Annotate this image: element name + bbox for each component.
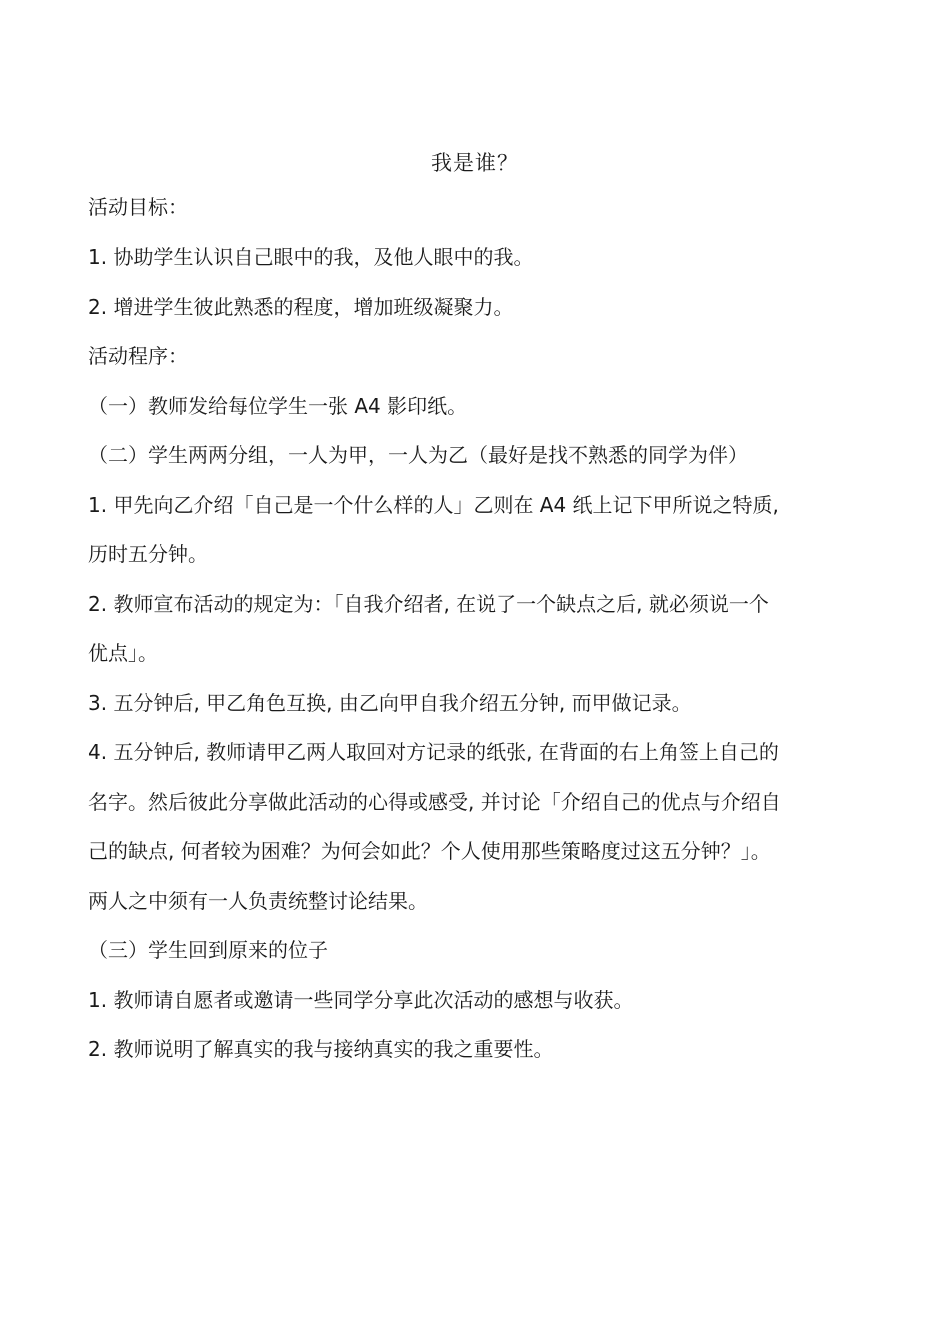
step-2-item-4-line-1: 4. 五分钟后, 教师请甲乙两人取回对方记录的纸张, 在背面的右上角签上自己的 bbox=[88, 740, 779, 764]
document-title: 我是谁？ bbox=[431, 151, 519, 175]
step-2-item-4-line-3: 己的缺点, 何者较为困难？为何会如此？个人使用那些策略度过这五分钟？」。 bbox=[88, 839, 771, 863]
step-2-item-4-line-2: 名字。然后彼此分享做此活动的心得或感受, 并讨论「介绍自己的优点与介绍自 bbox=[88, 790, 781, 814]
procedure-heading: 活动程序： bbox=[88, 344, 188, 368]
step-2-item-3: 3. 五分钟后, 甲乙角色互换, 由乙向甲自我介绍五分钟, 而甲做记录。 bbox=[88, 691, 692, 715]
goal-item-2: 2. 增进学生彼此熟悉的程度，增加班级凝聚力。 bbox=[88, 295, 514, 319]
step-2-item-2-line-2: 优点」。 bbox=[88, 641, 158, 665]
step-2-item-1-line-2: 历时五分钟。 bbox=[88, 542, 208, 566]
step-1: （一）教师发给每位学生一张 A4 影印纸。 bbox=[88, 394, 468, 418]
step-2-item-1-line-1: 1. 甲先向乙介绍「自己是一个什么样的人」乙则在 A4 纸上记下甲所说之特质, bbox=[88, 493, 779, 517]
goal-item-1: 1. 协助学生认识自己眼中的我，及他人眼中的我。 bbox=[88, 245, 534, 269]
goal-heading: 活动目标： bbox=[88, 195, 188, 219]
step-3-item-2: 2. 教师说明了解真实的我与接纳真实的我之重要性。 bbox=[88, 1037, 554, 1061]
step-2-item-4-line-4: 两人之中须有一人负责统整讨论结果。 bbox=[88, 889, 428, 913]
step-3-item-1: 1. 教师请自愿者或邀请一些同学分享此次活动的感想与收获。 bbox=[88, 988, 634, 1012]
step-2-item-2-line-1: 2. 教师宣布活动的规定为：「自我介绍者, 在说了一个缺点之后, 就必须说一个 bbox=[88, 592, 769, 616]
step-2: （二）学生两两分组，一人为甲，一人为乙（最好是找不熟悉的同学为伴） bbox=[88, 443, 748, 467]
step-3: （三）学生回到原来的位子 bbox=[88, 938, 328, 962]
